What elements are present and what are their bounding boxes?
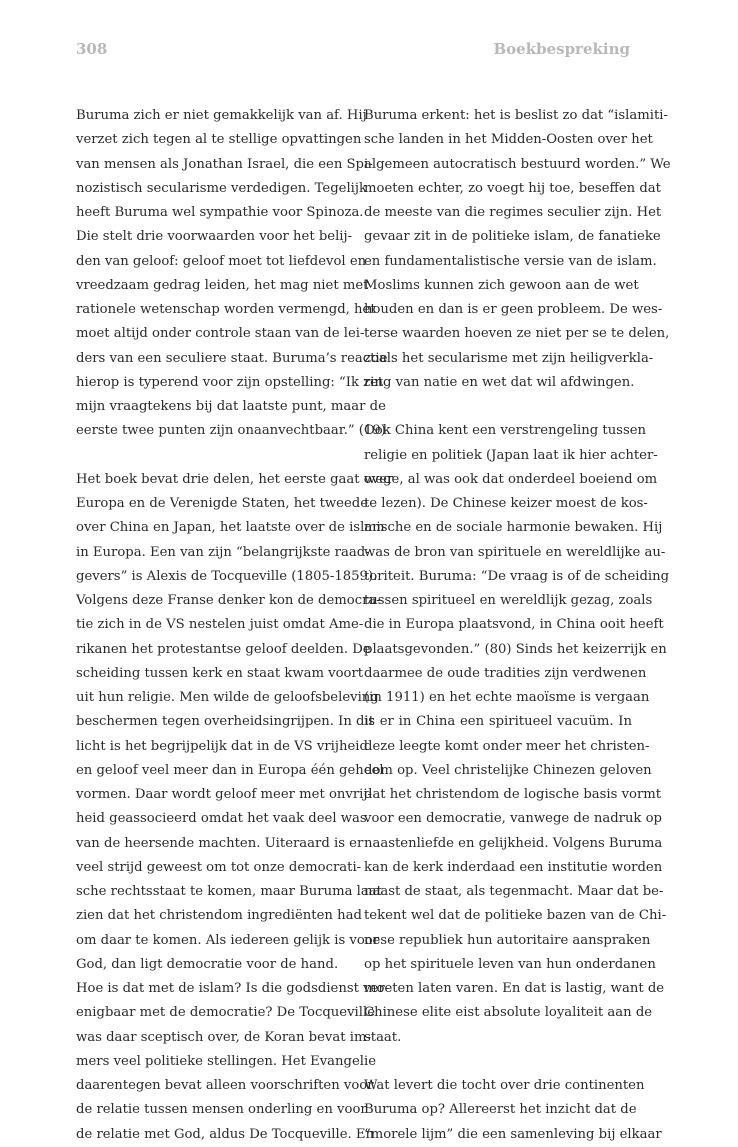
text-line: om daar te komen. Als iedereen gelijk is voor — [76, 932, 380, 948]
text-line: zoals het secularisme met zijn heiligverkla- — [364, 350, 654, 366]
text-line: dat het christendom de logische basis vormt — [364, 787, 662, 802]
text-line: den van geloof: geloof moet tot liefdevol en — [76, 253, 367, 269]
text-line: van mensen als Jonathan Israel, die een Spi- — [76, 156, 373, 172]
text-line: hierop is typerend voor zijn opstelling: “Ik zet — [76, 374, 384, 390]
text-line: mijn vraagtekens bij dat laatste punt, maar de — [76, 399, 386, 414]
text-line: Buruma zich er niet gemakkelijk van af. Hij — [76, 108, 367, 123]
paragraph — [76, 468, 394, 977]
text-line: is er in China een spiritueel vacuüm. In — [364, 714, 632, 730]
text-line: de meeste van die regimes seculier zijn. Het — [364, 205, 662, 220]
text-line: dom op. Veel christelijke Chinezen geloven — [364, 762, 652, 778]
text-line: daarmee de oude tradities zijn verdwenen — [364, 665, 647, 681]
text-line: tussen spiritueel en wereldlijk gezag, zoals — [364, 593, 653, 608]
text-line: moeten laten varen. En dat is lastig, want de — [364, 981, 665, 996]
text-line: veel strijd geweest om tot onze democrati- — [76, 859, 362, 875]
text-line: God, dan ligt democratie voor de hand. — [76, 956, 339, 972]
text-line: Chinese elite eist absolute loyaliteit aan de — [364, 1005, 653, 1021]
text-line: moet altijd onder controle staan van de lei- — [76, 326, 365, 342]
paragraph — [364, 419, 670, 1050]
text-line: Europa en de Verenigde Staten, het tweede — [76, 496, 369, 511]
text-line: religie en politiek (Japan laat ik hier achter- — [364, 447, 658, 463]
text-line: over China en Japan, het laatste over de islam — [76, 520, 385, 536]
text-line: Buruma op? Allereerst het inzicht dat de — [364, 1102, 637, 1118]
text-line: algemeen autocratisch bestuurd worden.” We — [364, 156, 671, 172]
text-line: (in 1911) en het echte maoïsme is vergaan — [364, 690, 650, 705]
text-line: zien dat het christendom ingrediënten had — [76, 908, 362, 924]
text-line: heid geassocieerd omdat het vaak deel was — [76, 811, 367, 827]
text-line: Moslims kunnen zich gewoon aan de wet — [364, 277, 639, 293]
text-line: eerste twee punten zijn onaanvechtbaar.” (19) — [76, 423, 386, 439]
text-line: “morele lijm” die een samenleving bij elkaar — [364, 1126, 662, 1142]
text-line: Het boek bevat drie delen, het eerste gaat over — [76, 471, 394, 487]
section-title: Boekbespreking — [493, 40, 630, 58]
text-line: Wat levert die tocht over drie continenten — [364, 1078, 645, 1093]
text-line: sche landen in het Midden-Oosten over het — [364, 132, 653, 148]
text-line: sche rechtsstaat te komen, maar Buruma laat — [76, 884, 382, 899]
text-line: te lezen). De Chinese keizer moest de kos- — [364, 496, 648, 511]
text-line: plaatsgevonden.” (80) Sinds het keizerrijk en — [364, 641, 667, 657]
text-line: ders van een seculiere staat. Buruma’s reactie — [76, 350, 388, 366]
text-line: Buruma erkent: het is beslist zo dat “islamiti- — [364, 108, 668, 123]
text-line: beschermen tegen overheidsingrijpen. In dit — [76, 714, 374, 730]
text-line: gevaar zit in de politieke islam, de fanatieke — [364, 229, 661, 245]
text-line: voor een democratie, vanwege de nadruk op — [364, 811, 663, 827]
paragraph — [364, 104, 671, 395]
text-line: tie zich in de VS nestelen juist omdat Ame- — [76, 617, 364, 633]
paragraph — [76, 104, 388, 444]
text-line: deze leegte komt onder meer het christen- — [364, 738, 650, 754]
text-line: uit hun religie. Men wilde de geloofsbeleving — [76, 690, 379, 705]
text-line: verzet zich tegen al te stellige opvattingen — [76, 132, 362, 148]
paragraph-gap — [364, 1050, 632, 1074]
text-line: kan de kerk inderdaad een institutie worden — [364, 859, 663, 875]
text-line: rationele wetenschap worden vermengd, het — [76, 302, 376, 317]
text-line: de relatie tussen mensen onderling en voor — [76, 1102, 367, 1118]
text-line: mers veel politieke stellingen. Het Evangelie — [76, 1053, 377, 1069]
text-line: nese republiek hun autoritaire aanspraken — [364, 932, 651, 948]
text-line: was daar sceptisch over, de Koran bevat im- — [76, 1029, 371, 1045]
left-column — [76, 104, 394, 1147]
text-line: mische en de sociale harmonie bewaken. Hij — [364, 520, 663, 536]
text-line: vormen. Daar wordt geloof meer met onvrij- — [76, 787, 372, 802]
text-line: toriteit. Buruma: “De vraag is of de scheiding — [364, 568, 670, 584]
text-line: Hoe is dat met de islam? Is die godsdienst ver- — [76, 981, 390, 996]
text-line: moeten echter, zo voegt hij toe, beseffen dat — [364, 180, 661, 196]
text-line: gevers” is Alexis de Tocqueville (1805-1859). — [76, 568, 378, 584]
text-line: in Europa. Een van zijn “belangrijkste raad- — [76, 544, 370, 560]
text-line: licht is het begrijpelijk dat in de VS vrijheid — [76, 738, 368, 754]
text-line: de relatie met God, aldus De Tocqueville. En — [76, 1126, 375, 1142]
text-line: heeft Buruma wel sympathie voor Spinoza. — [76, 205, 364, 220]
text-line: Volgens deze Franse denker kon de democra- — [76, 593, 381, 608]
text-line: rikanen het protestantse geloof deelden. De — [76, 641, 371, 657]
text-line: naastenliefde en gelijkheid. Volgens Buruma — [364, 835, 663, 851]
page-number: 308 — [76, 40, 108, 58]
text-line: tekent wel dat de politieke bazen van de Chi- — [364, 908, 667, 924]
paragraph — [364, 1074, 662, 1147]
text-line: was de bron van spirituele en wereldlijke au- — [364, 544, 666, 560]
text-line: terse waarden hoeven ze niet per se te delen, — [364, 326, 670, 342]
text-line: naast de staat, als tegenmacht. Maar dat be- — [364, 884, 664, 899]
text-line: daarentegen bevat alleen voorschriften voor — [76, 1078, 374, 1093]
paragraph-gap — [364, 395, 632, 419]
text-line: en geloof veel meer dan in Europa één geheel — [76, 762, 384, 778]
text-line: van de heersende machten. Uiteraard is er — [76, 835, 364, 851]
paragraph-gap — [76, 444, 344, 468]
text-line: Ook China kent een verstrengeling tussen — [364, 423, 647, 439]
running-head — [76, 40, 630, 62]
text-line: scheiding tussen kerk en staat kwam voort — [76, 665, 364, 681]
text-line: op het spirituele leven van hun onderdanen — [364, 956, 656, 972]
text-line: nozistisch secularisme verdedigen. Tegelijk — [76, 180, 367, 196]
text-line: wege, al was ook dat onderdeel boeiend om — [364, 471, 658, 487]
text-line: ring van natie en wet dat wil afdwingen. — [364, 374, 635, 390]
text-line: en fundamentalistische versie van de islam. — [364, 253, 657, 269]
text-line: enigbaar met de democratie? De Tocqueville — [76, 1005, 375, 1021]
right-column — [364, 104, 671, 1147]
text-line: staat. — [364, 1029, 402, 1045]
text-line: Die stelt drie voorwaarden voor het belij- — [76, 229, 353, 245]
text-line: vreedzaam gedrag leiden, het mag niet met — [76, 277, 369, 293]
text-line: die in Europa plaatsvond, in China ooit heeft — [364, 617, 664, 633]
text-line: houden en dan is er geen probleem. De wes- — [364, 302, 663, 317]
